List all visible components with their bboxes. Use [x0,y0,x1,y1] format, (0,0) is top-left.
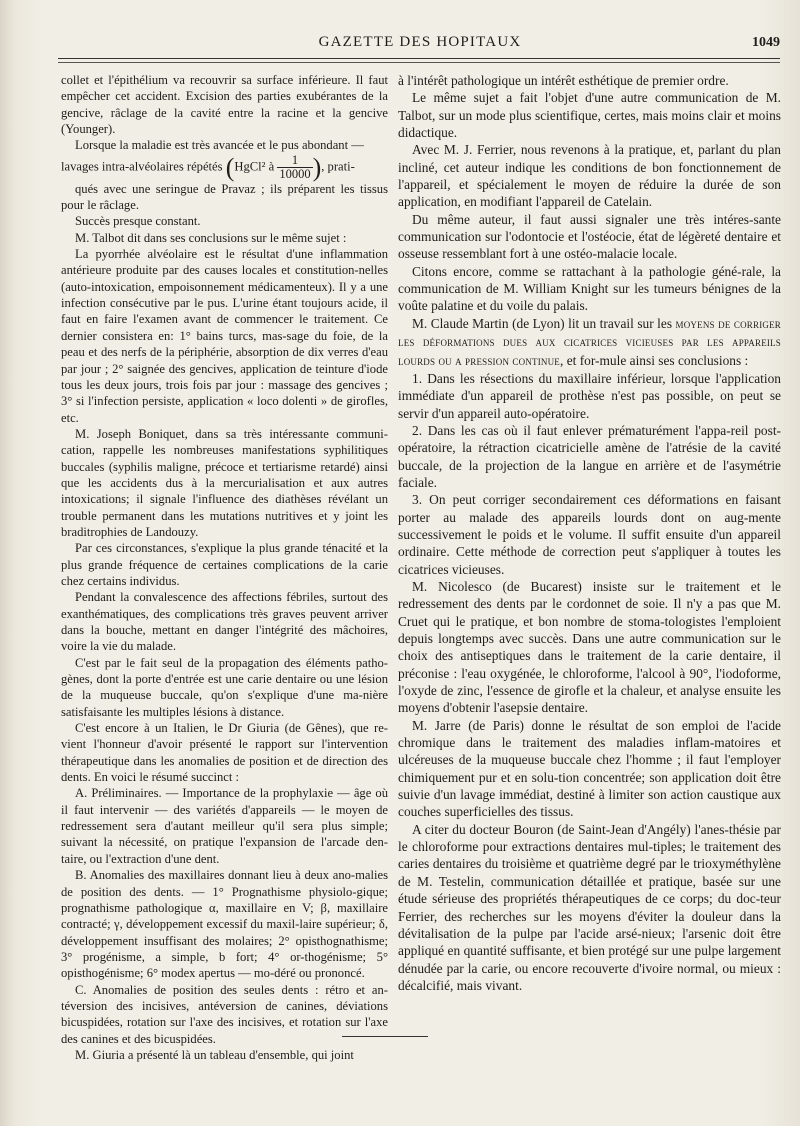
paragraph: M. Jarre (de Paris) donne le résultat de son emploi de l'acide chromique dans le traitement des maladies inflam-matoires et ulcéreuses de la muqueuse buccale chez l'homme ; il faut l'employer chimiquement pur et en solu-tion concentrée; son application doit être suivie d'un lavage immédiat, destiné à limiter son action caustique aux couches superficielles des tissus. [398,717,781,820]
paragraph: Lorsque la maladie est très avancée et le pus abondant — [75,138,364,153]
paragraph: Du même auteur, il faut aussi signaler une très intéres-sante communication sur l'odontocie et l'ostéocie, état de légèreté dentaire et osseuse ressemblant fort à une ostéo-malacie locale. [398,211,781,262]
paragraph: Avec M. J. Ferrier, nous revenons à la pratique, et, parlant du plan incliné, cet auteur indique les conditions de bon fonctionnement de l'appareil, et spécialement le moyen de réduire la durée de son application, en modifiant l'appareil de Catelain. [398,142,781,210]
page-header [60,34,780,56]
paragraph: Pendant la convalescence des affections fébriles, surtout des exanthématiques, des complications très graves peuvent arriver dans la bouche, mettant en danger l'intégrité des mâchoires, voire la vie du malade. [61,590,388,654]
close-paren: ) [312,152,322,182]
paragraph: M. Nicolesco (de Bucarest) insiste sur le traitement et le redressement des dents par le cordonnet de soie. Il n'y a pas que M. Cruet qui le pratique, et bon nombre de stoma-tologistes l'emploient depuis longtemps avec succès. Dans une autre communication sur le choix des antiseptiques dans le traitement de la carie dentaire, il préconise : l'eau oxygénée, le chloroforme, l'alcool à 90°, l'iodoforme, l'oxyde de zinc, l'essence de girofle et la chaleur, et analyse ensuite les moyens d'obtenir l'asepsie dentaire. [398,578,781,716]
paragraph: qués avec une seringue de Pravaz ; ils préparent les tissus pour le râclage. [61,181,388,213]
paragraph: Citons encore, comme se rattachant à la pathologie géné-rale, la communication de M. William Knight sur les tumeurs bénignes de la voûte palatine et du voile du palais. [398,263,781,314]
paragraph: 3. On peut corriger secondairement ces déformations en faisant porter au malade des appareils lourds dont on aug-mente successivement le poids et le volume. Il suffit ensuite d'un appareil ordinaire. Cette méthode de correction peut s'appliquer à toutes les cicatrices vicieuses. [398,492,781,577]
paragraph: 1. Dans les résections du maxillaire inférieur, lorsque l'application immédiate d'un appareil de prothèse n'est pas possible, on peut se servir d'un appareil auto-opératoire. [398,370,781,421]
paragraph: C'est encore à un Italien, le Dr Giuria (de Gênes), que re-vient l'honneur d'avoir présenté le rapport sur l'intervention thérapeutique dans les anomalies de position et de direction des dents. En voici le résumé succinct : [61,721,388,785]
paragraph: B. Anomalies des maxillaires donnant lieu à deux ano-malies de position des dents. — 1° Prognathisme physiolo-gique; prognathisme pathologique α, maxillaire en V; β, maxillaire contracté; γ, développement excessif du maxil-laire supérieur; δ, développement insuffisant des molaires; 2° opisthognathisme; 3° progénisme, a simple, b fort; 4° or-thogénisme; 5° opisthogénisme; 6° modex apertus — mo-déré ou prononcé. [61,868,388,981]
paragraph: M. Talbot dit dans ses conclusions sur le même sujet : [75,230,347,245]
open-paren: ( [225,152,235,182]
fraction [277,154,312,181]
paragraph: La pyorrhée alvéolaire est le résultat d'une inflammation antérieure produite par des causes locales et constitution-nelles (auto-intoxication, empoisonnement médicamenteux). Il y a une infection consécutive par le pus. L'urine étant toujours acide, il faut en faire l'examen avant de commencer le traitement. Ce dernier consistera en: 1° bains turcs, mas-sage du foie, de la peau et des nerfs de la périphérie, absorption de dix verres d'eau par jour ; 2° saignée des gencives, application de teinture d'iode tous les deux jours, trois fois par jour : massage des gencives ; 3° si l'infection persiste, application « loco dolenti » de girofles, etc. [61,247,388,425]
formula: HgCl² à [234,159,278,174]
header-rule-top [58,58,780,59]
paragraph: M. Joseph Boniquet, dans sa très intéressante communi-cation, rappelle les nombreuses manifestations syphilitiques buccales (syphilis maligne, précoce et tertiarisme retardé) ainsi que les accidents dus à la mercurialisation et aux autres intoxications; il signale l'influence des diathèses révélant un trouble permanent dans les mutations nutritives et y joint les braditrophies de Landouzy. [61,426,388,539]
paragraph: collet et l'épithélium va recouvrir sa surface inférieure. Il faut empêcher cet accident. Excision des parties exubérantes de la gencive, râclage de la cavité entre la racine et la gencive (Younger). [61,73,388,137]
page-number: 1049 [752,35,780,50]
fraction-numerator: 1 [277,154,312,168]
text-fragment: , prati- [321,159,355,174]
right-column [398,72,781,994]
paragraph: à l'intérêt pathologique un intérêt esthétique de premier ordre. [398,73,729,88]
left-column [61,72,388,1063]
paragraph: M. Giuria a présenté là un tableau d'ensemble, qui joint [75,1047,354,1062]
small-caps-title: moyens de corriger les déformations dues aux cicatrices vicieuses par les appareils lourds ou a pression continue [398,316,781,368]
paragraph: C'est par le fait seul de la propagation des éléments patho-gènes, dont la porte d'entrée est une carie dentaire ou une lésion de la muqueuse buccale, qu'on s'explique d'une ma-nière satisfaisante les multiples lésions à distance. [61,655,388,719]
paragraph: Par ces circonstances, s'explique la plus grande ténacité et la plus grande fréquence de certaines complications de la carie chez certains individus. [61,541,388,588]
paragraph: Succès presque constant. [75,214,201,229]
paragraph: A. Préliminaires. — Importance de la prophylaxie — âge où il faut intervenir — des variétés d'appareils — le moyen de redressement sera d'autant meilleur qu'il sera plus simple; suivant la nécessité, on pratique l'expansion de l'arcade den-taire, ou l'extraction d'une dent. [61,786,388,866]
header-rule-bottom [58,62,780,63]
journal-title: GAZETTE DES HOPITAUX [318,34,522,50]
text-fragment: M. Claude Martin (de Lyon) lit un travail sur les [412,315,676,331]
paragraph: 2. Dans les cas où il faut enlever prématurément l'appa-reil post-opératoire, la rétraction cicatricielle amène de l'atrésie de la cavité buccale, de la projection de la langue en arrière et de l'asymétrie faciale. [398,422,781,490]
paragraph: C. Anomalies de position des seules dents : rétro et an-téversion des incisives, antéversion de canines, déviations bicuspidées, rotation sur l'axe des incisives, et rotation sur l'axe des canines et des bicuspidées. [61,982,388,1046]
text-fragment: lavages intra-alvéolaires répétés [61,159,226,174]
text-fragment: , et for-mule ainsi ses conclusions : [560,352,749,368]
paragraph [61,154,388,181]
end-divider [342,1036,428,1037]
paragraph: Le même sujet a fait l'objet d'une autre communication de M. Talbot, sur un mode plus scientifique, certes, mais moins clair et moins didactique. [398,90,781,141]
paragraph [398,315,781,370]
fraction-denominator: 10000 [279,166,311,181]
paragraph: A citer du docteur Bouron (de Saint-Jean d'Angély) l'anes-thésie par le chloroforme pour extractions dentaires mul-tiples; le traitement des caries dentaires du troisième et quatrième degré par le trioxyméthylène de M. Testelin, communication détaillée et pratique, basée sur une étude sérieuse des propriétés thérapeutiques de ce corps; du doc-teur Ferrier, des recherches sur les moyens d'éviter la douleur dans la dévitalisation de la pulpe par l'acide arsé-nieux; l'arsenic doit être appliqué en quantité suffisante, et bien protégé sur une pulpe largement dénudée par la carie, ou encore recouverte d'ivoire normal, ou mieux : décalcifié, mais vivant. [398,821,781,993]
